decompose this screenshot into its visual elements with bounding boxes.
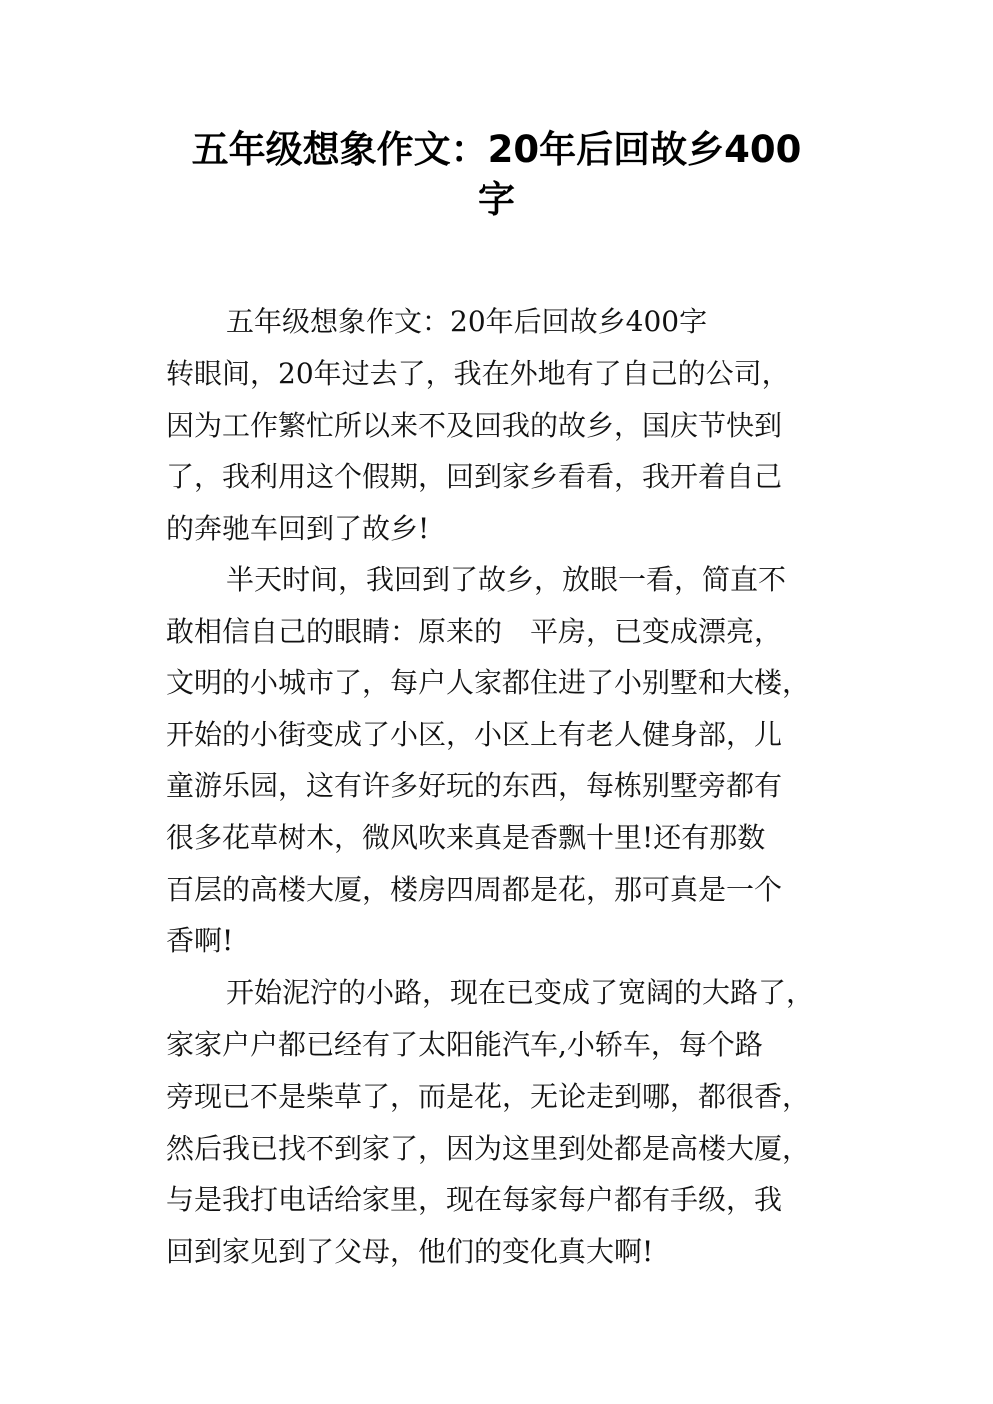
body-line: 很多花草树木，微风吹来真是香飘十里!还有那数	[166, 821, 766, 854]
body-line: 的奔驰车回到了故乡!	[166, 512, 430, 545]
body-line: 百层的高楼大厦，楼房四周都是花，那可真是一个	[166, 873, 783, 906]
body-line: 敢相信自己的眼睛：原来的 平房，已变成漂亮，	[166, 615, 783, 648]
body-line: 转眼间，20年过去了，我在外地有了自己的公司，	[166, 357, 790, 390]
body-line: 半天时间，我回到了故乡，放眼一看，简直不	[226, 563, 787, 596]
body-line: 文明的小城市了，每户人家都住进了小别墅和大楼，	[166, 666, 811, 699]
body-line: 旁现已不是柴草了，而是花，无论走到哪，都很香，	[166, 1080, 811, 1113]
body-line: 了，我利用这个假期，回到家乡看看，我开着自己	[166, 460, 783, 493]
body-line: 开始泥泞的小路，现在已变成了宽阔的大路了，	[226, 976, 815, 1009]
body-line: 香啊!	[166, 924, 234, 957]
document-title-line-1: 五年级想象作文：20年后回故乡400	[191, 128, 802, 171]
body-line: 回到家见到了父母，他们的变化真大啊!	[166, 1235, 654, 1268]
body-line: 因为工作繁忙所以来不及回我的故乡，国庆节快到	[166, 409, 783, 442]
body-line: 五年级想象作文：20年后回故乡400字	[226, 305, 708, 338]
body-line: 开始的小街变成了小区，小区上有老人健身部，儿	[166, 718, 783, 751]
document-title-line-2: 字	[478, 178, 515, 221]
body-line: 与是我打电话给家里，现在每家每户都有手级，我	[166, 1183, 783, 1216]
body-line: 童游乐园，这有许多好玩的东西，每栋别墅旁都有	[166, 769, 783, 802]
body-line: 家家户户都已经有了太阳能汽车,小轿车，每个路	[166, 1028, 763, 1061]
body-line: 然后我已找不到家了，因为这里到处都是高楼大厦，	[166, 1132, 811, 1165]
